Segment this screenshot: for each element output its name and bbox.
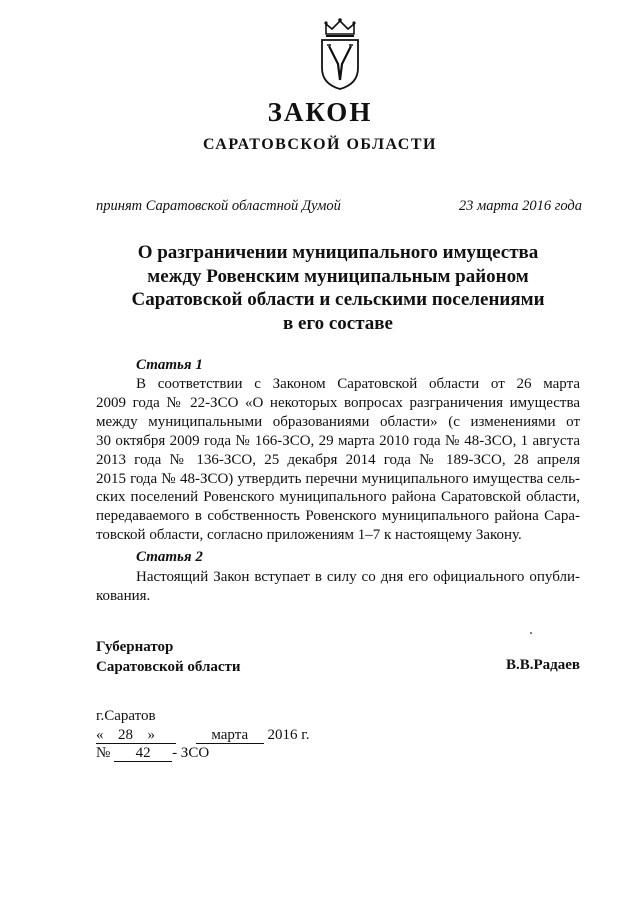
date-day: 28	[118, 726, 133, 743]
saratov-coat-of-arms-icon	[318, 18, 362, 90]
date-month: марта	[196, 727, 264, 744]
document-subtitle: САРАТОВСКОЙ ОБЛАСТИ	[203, 136, 437, 153]
article-2-body	[96, 568, 580, 606]
article-1-line: 30 октября 2009 года № 166-ЗСО, 29 марта 2010 года № 48-ЗСО, 1 августа	[96, 432, 580, 449]
signing-city: г.Саратов	[96, 708, 156, 724]
article-1-line: ских поселений Ровенского муниципального района Саратовской области,	[96, 489, 580, 506]
number-value: 42	[114, 745, 172, 762]
signing-details	[96, 707, 309, 763]
adoption-date: 23 марта 2016 года	[458, 198, 582, 214]
adopted-by: принят Саратовской областной Думой	[96, 198, 341, 214]
document-title: ЗАКОН	[267, 97, 373, 127]
stray-mark	[530, 632, 532, 634]
article-1-line: 2009 года № 22-ЗСО «О некоторых вопросах разграничения имущества	[96, 394, 580, 411]
open-quote: «	[96, 726, 104, 743]
heading-line: в его составе	[283, 312, 393, 334]
article-1-line: 2015 года № 48-ЗСО) утвердить перечни муниципального имущества сель-	[96, 470, 580, 487]
signatory-position-line: Саратовской области	[96, 659, 241, 675]
article-1-title: Статья 1	[136, 357, 203, 373]
heading-line: Саратовской области и сельскими поселениями	[131, 289, 545, 310]
law-number	[96, 744, 309, 763]
heading-line: О разграничении муниципального имущества	[137, 242, 539, 263]
signing-date	[96, 726, 309, 745]
signatory-position-line: Губернатор	[96, 639, 174, 655]
date-day-field	[96, 727, 176, 744]
signatory-name: В.В.Радаев	[505, 657, 580, 673]
heading-line: между Ровенским муниципальным районом	[147, 265, 529, 287]
close-quote: »	[147, 726, 155, 743]
article-2-line: кования.	[96, 587, 151, 604]
article-1-line: 2013 года № 136-ЗСО, 25 декабря 2014 года № 189-ЗСО, 28 апреля	[96, 451, 580, 468]
article-2-title: Статья 2	[136, 549, 203, 565]
article-2-line: Настоящий Закон вступает в силу со дня его официального опубли-	[136, 569, 580, 585]
number-suffix: - ЗСО	[172, 745, 210, 761]
article-1-body	[96, 375, 580, 545]
article-1-line: между муниципальными образованиями области» (с изменениями от	[96, 413, 580, 430]
number-prefix: №	[96, 745, 111, 761]
date-year: 2016 г.	[267, 726, 310, 743]
article-1-line: передаваемого в собственность Ровенского муниципального района Сара-	[96, 508, 580, 525]
article-1-line: В соответствии с Законом Саратовской области от 26 марта	[136, 376, 580, 392]
article-1-line: товской области, согласно приложениям 1–7 к настоящему Закону.	[96, 527, 522, 544]
law-heading	[96, 241, 580, 335]
signatory-position	[96, 637, 241, 677]
